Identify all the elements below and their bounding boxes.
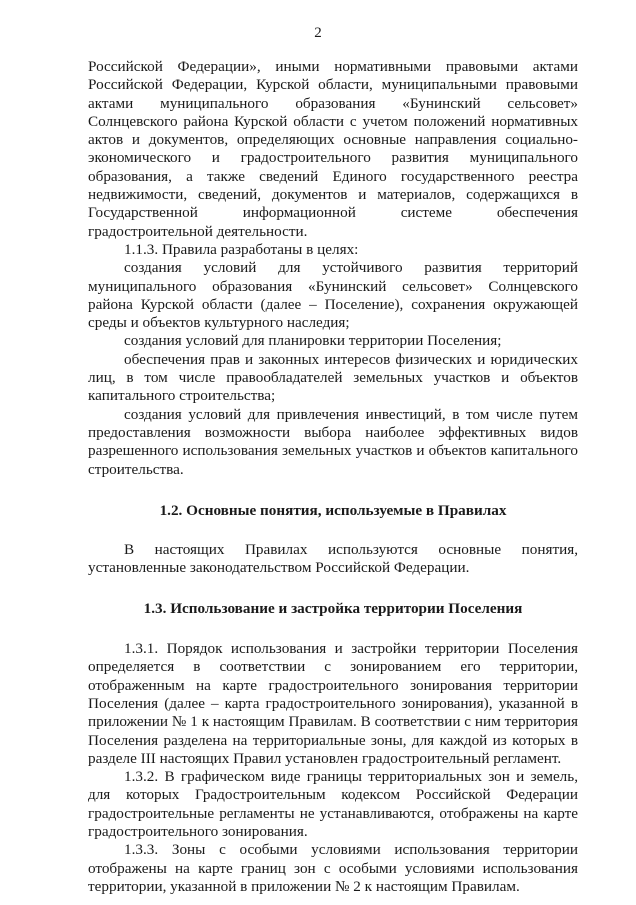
- section-1-1-3-lead: 1.1.3. Правила разработаны в целях:: [124, 240, 359, 258]
- section-1-3-1-paragraph: 1.3.1. Порядок использования и застройки территории Поселения определяется в соответствии с зонированием его территории, отображенным на карте градостроительного зонирования территории Поселения (далее – карта градостроительного зонирования), указанной в приложении № 1 к настоящим Правилам. В соответствии с ним территория Поселения разделена на территориальные зоны, для каждой из которых в разделе III настоящих Правил установлен градостроительный регламент.: [88, 640, 578, 767]
- goal-item: обеспечения прав и законных интересов физических и юридических лиц, в том числе правообладателей земельных участков и объектов капитального строительства;: [88, 350, 578, 405]
- page-number: 2: [314, 25, 322, 41]
- goal-item: создания условий для устойчивого развития территорий муниципального образования «Бунинский сельсовет» Солнцевского района Курской области (далее – Поселение), сохранения окружающей среды и объектов культурного наследия;: [88, 259, 578, 332]
- section-1-3-2-paragraph: 1.3.2. В графическом виде границы территориальных зон и земель, для которых Градостроительным кодексом Российской Федерации градостроительные регламенты не устанавливаются, отображены на карте градостроительного зонирования.: [88, 768, 578, 840]
- intro-paragraph: Российской Федерации», иными нормативными правовыми актами Российской Федерации, Курской области, муниципальными правовыми актами муниципального образования «Бунинский сельсовет» Солнцевского района Курской области с учетом положений нормативных актов и документов, определяющих основные направления социально-экономического и градостроительного развития муниципального образования, а также сведений Единого государственного реестра недвижимости, сведений, документов и материалов, содержащихся в Государственной информационной системе обеспечения градостроительной деятельности.: [88, 58, 578, 240]
- goal-item: создания условий для планировки территории Поселения;: [124, 332, 502, 350]
- goal-item: создания условий для привлечения инвестиций, в том числе путем предоставления возможности выбора наиболее эффективных видов разрешенного использования земельных участков и объектов капитального строительства.: [88, 405, 578, 478]
- section-1-3-3-paragraph: 1.3.3. Зоны с особыми условиями использования территории отображены на карте границ зон с особыми условиями использования территории, указанной в приложении № 2 к настоящим Правилам.: [88, 841, 578, 895]
- section-1-2-heading: 1.2. Основные понятия, используемые в Правилах: [159, 501, 507, 519]
- section-1-2-text: В настоящих Правилах используются основные понятия, установленные законодательством Российской Федерации.: [88, 541, 578, 577]
- section-1-3-heading: 1.3. Использование и застройка территории Поселения: [143, 599, 523, 617]
- document-body: [88, 58, 578, 896]
